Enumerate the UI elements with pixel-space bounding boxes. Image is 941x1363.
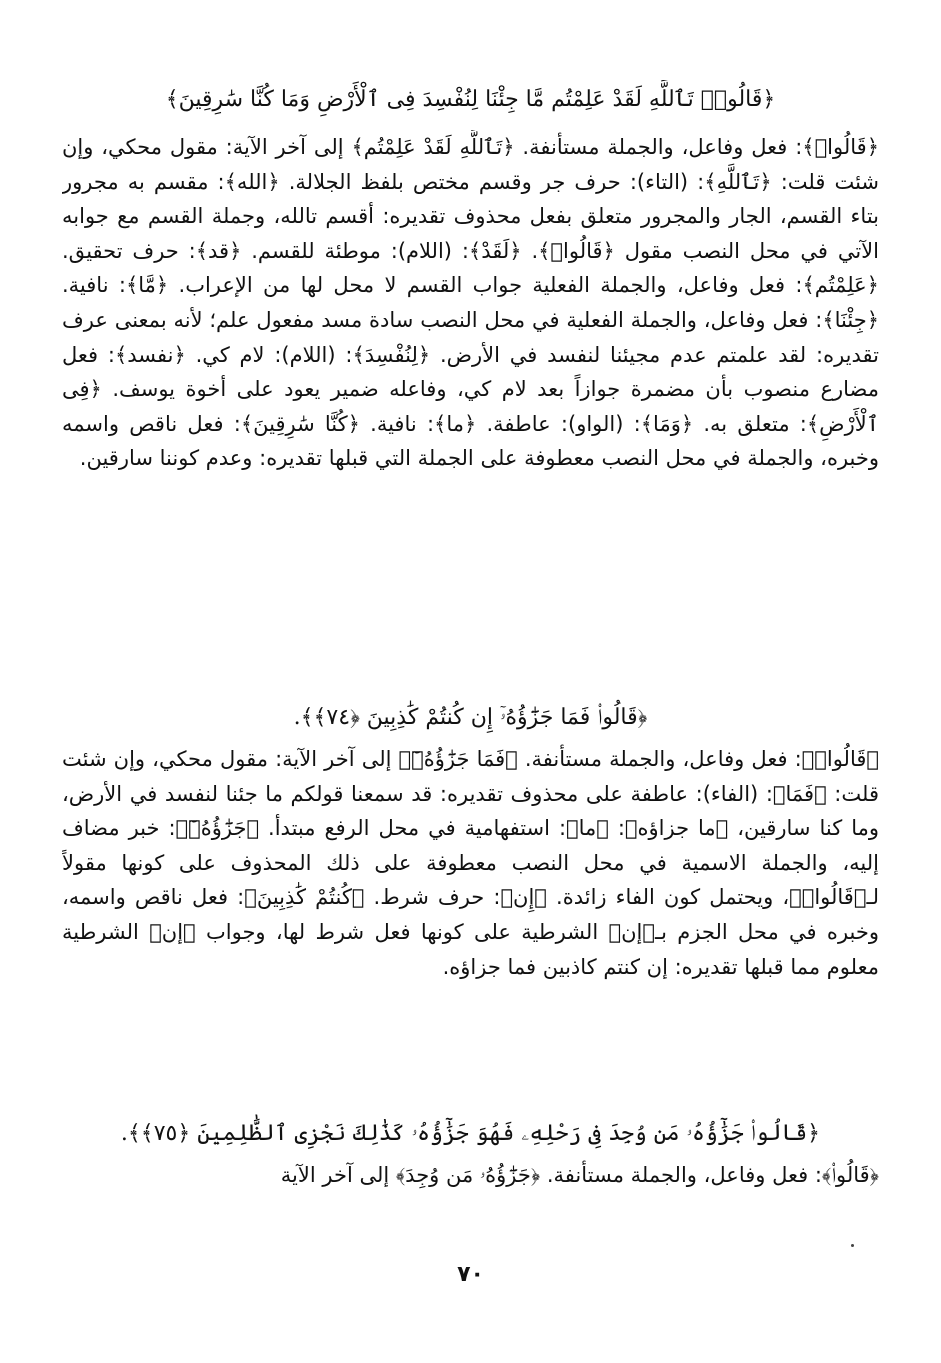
quran-verse-heading: ﴿قَالُوا۟ جَزَٰٓؤُهُۥ مَن وُجِدَ فِى رَحْلِهِۦ فَهُوَ جَزَٰٓؤُهُۥ كَذَٰلِكَ نَجْزِى ٱلظَّٰلِمِينَ ﴿٧٥﴾﴾. xyxy=(120,1121,821,1146)
commentary-paragraph: ﴿قَالُوا۟﴾: فعل وفاعل، والجملة مستأنفة. ﴿فَمَا جَزَٰٓؤُهُۥٓ﴾ إلى آخر الآية: مقول محكي، وإن شئت قلت: ﴿فَمَا﴾: (الفاء): عاطفة على محذوف تقديره: قد سمعنا قولكم ما جئنا لنفسد في الأرض، وما كنا سارقين، ﴿ما جزاؤه﴾: ﴿ما﴾: استفهامية في محل الرفع مبتدأ. ﴿جَزَٰٓؤُهُۥٓ﴾: خبر مضاف إليه، والجملة الاسمية في محل النصب معطوفة على ذلك المحذوف على كونها مقولاً لـ﴿قَالُوا۟﴾، ويحتمل كون الفاء زائدة. ﴿إِن﴾: حرف شرط. ﴿كُنتُمْ كَٰذِبِينَ﴾: فعل ناقص واسمه، وخبره في محل الجزم بـ﴿إن﴾ الشرطية على كونها فعل شرط لها، وجواب ﴿إن﴾ الشرطية معلوم مما قبلها تقديره: إن كنتم كاذبين فما جزاؤه. xyxy=(62,747,879,979)
page-body xyxy=(62,80,879,1280)
quran-verse-heading: ﴿قَالُوا۟ تَٱللَّهِ لَقَدْ عَلِمْتُم مَّا جِئْنَا لِنُفْسِدَ فِى ٱلْأَرْضِ وَمَا كُنَّا سَٰرِقِينَ﴾ xyxy=(165,87,776,112)
quran-verse-heading: ﴿قَالُوا۟ فَمَا جَزَٰٓؤُهُۥٓ إِن كُنتُمْ كَٰذِبِينَ ﴿٧٤﴾﴾. xyxy=(293,705,648,730)
commentary-paragraph: ﴿قَالُوا۟﴾: فعل وفاعل، والجملة مستأنفة. ﴿جَزَٰٓؤُهُۥ مَن وُجِدَ﴾ إلى آخر الآية xyxy=(280,1163,879,1187)
scan-speck xyxy=(851,1244,854,1247)
commentary-paragraph: ﴿قَالُوا۟﴾: فعل وفاعل، والجملة مستأنفة. ﴿تَٱللَّهِ لَقَدْ عَلِمْتُم﴾ إلى آخر الآية: مقول محكي، وإن شئت قلت: ﴿تَٱللَّهِ﴾: (التاء): حرف جر وقسم مختص بلفظ الجلالة. ﴿الله﴾: مقسم به مجرور بتاء القسم، الجار والمجرور متعلق بفعل محذوف تقديره: أقسم تالله، وجملة القسم مع جوابه الآتي في محل النصب مقول ﴿قَالُوا۟﴾. ﴿لَقَدْ﴾: (اللام): موطئة للقسم. ﴿قد﴾: حرف تحقيق. ﴿عَلِمْتُم﴾: فعل وفاعل، والجملة الفعلية جواب القسم لا محل لها من الإعراب. ﴿مَّا﴾: نافية. ﴿جِئْنَا﴾: فعل وفاعل، والجملة الفعلية في محل النصب سادة مسد مفعول علم؛ لأنه بمعنى عرف تقديره: لقد علمتم عدم مجيئنا لنفسد في الأرض. ﴿لِنُفْسِدَ﴾: (اللام): لام كي. ﴿نفسد﴾: فعل مضارع منصوب بأن مضمرة جوازاً بعد لام كي، وفاعله ضمير يعود على أخوة يوسف. ﴿فِى ٱلْأَرْضِ﴾: متعلق به. ﴿وَمَا﴾: (الواو): عاطفة. ﴿ما﴾: نافية. ﴿كُنَّا سَٰرِقِينَ﴾: فعل ناقص واسمه وخبره، والجملة في محل النصب معطوفة على الجملة التي قبلها تقديره: وعدم كوننا سارقين. xyxy=(62,135,879,471)
page-number: ٧٠ xyxy=(457,1262,484,1287)
